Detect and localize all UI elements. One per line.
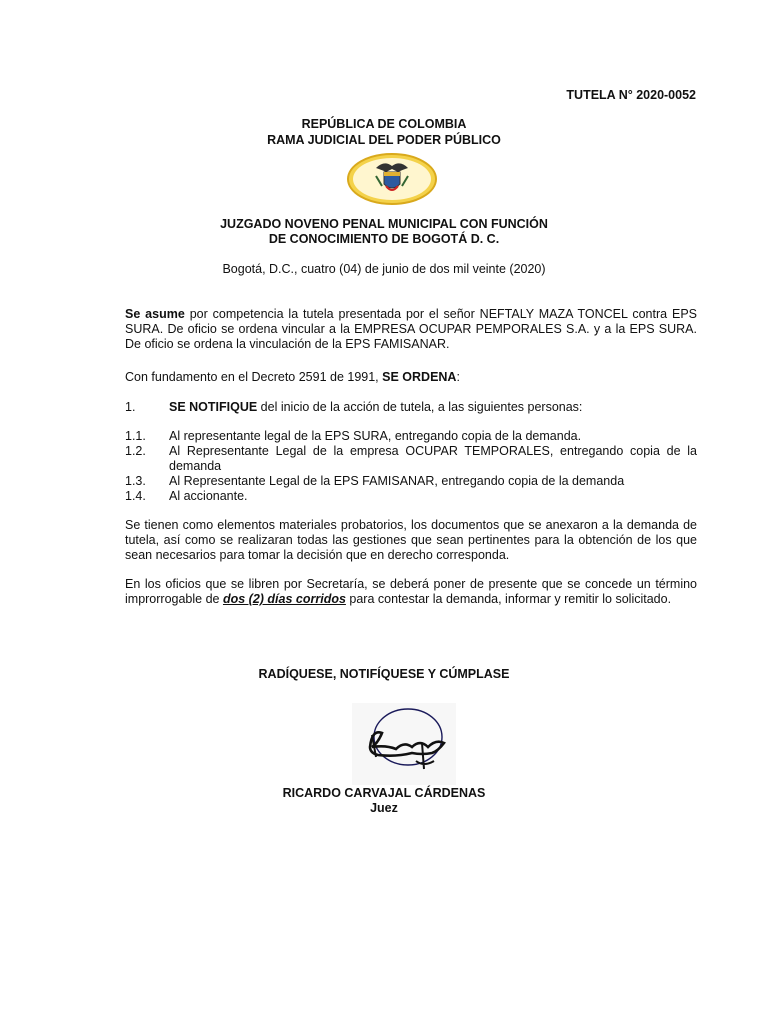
paragraph-evidence: Se tienen como elementos materiales probatorios, los documentos que se anexaron a la demanda de tutela, así como se realizaran todas las gestiones que sean pertinentes para la obtención de los que sean necesarios para tomar la decisión que en derecho corresponda. [125, 518, 697, 562]
list-item [125, 429, 697, 444]
paragraph-fundamento-bold: SE ORDENA [382, 370, 457, 384]
header-republic: REPÚBLICA DE COLOMBIA [301, 117, 467, 131]
list-item-text: Al accionante. [169, 489, 248, 503]
coat-of-arms-icon [346, 152, 438, 206]
order-1-rest: del inicio de la acción de tutela, a las siguientes personas: [257, 400, 583, 414]
court-name-line1: JUZGADO NOVENO PENAL MUNICIPAL CON FUNCIÓN [220, 217, 548, 231]
list-item-text: Al Representante Legal de la empresa OCUPAR TEMPORALES, entregando copia de la demanda [169, 444, 697, 473]
list-item-number: 1.3. [125, 474, 146, 488]
order-1 [125, 400, 697, 415]
paragraph-fundamento [125, 370, 697, 385]
order-1-bold: SE NOTIFIQUE [169, 400, 258, 414]
list-item [125, 474, 697, 489]
closing-statement: RADÍQUESE, NOTIFÍQUESE Y CÚMPLASE [258, 667, 510, 681]
tutela-number: TUTELA N° 2020-0052 [566, 88, 696, 102]
order-1-text [169, 400, 697, 415]
paragraph-oficios [125, 577, 697, 607]
document-date: Bogotá, D.C., cuatro (04) de junio de dos mil veinte (2020) [222, 262, 546, 276]
list-item [125, 444, 697, 474]
notification-list [125, 429, 697, 504]
judge-name: RICARDO CARVAJAL CÁRDENAS [282, 786, 486, 800]
list-item [125, 489, 697, 504]
list-item-text: Al representante legal de la EPS SURA, entregando copia de la demanda. [169, 429, 582, 443]
order-1-number: 1. [125, 400, 136, 414]
term-highlight: dos (2) días corridos [222, 592, 346, 606]
header-rama: RAMA JUDICIAL DEL PODER PÚBLICO [267, 133, 501, 147]
paragraph-asume [125, 307, 697, 352]
paragraph-oficios-a: En los oficios que se libren por Secretaría, se deberá poner de presente que se concede un término improrrogable de [125, 577, 697, 606]
judge-title: Juez [370, 801, 398, 815]
paragraph-oficios-b: para contestar la demanda, informar y remitir lo solicitado. [345, 592, 672, 606]
paragraph-fundamento-end: : [456, 370, 460, 384]
list-item-number: 1.1. [125, 429, 146, 443]
list-item-text: Al Representante Legal de la EPS FAMISANAR, entregando copia de la demanda [169, 474, 625, 488]
paragraph-asume-bold: Se asume [125, 307, 185, 321]
list-item-number: 1.4. [125, 489, 146, 503]
paragraph-fundamento-text: Con fundamento en el Decreto 2591 de 1991, [125, 370, 383, 384]
list-item-number: 1.2. [125, 444, 146, 458]
signature-image [352, 703, 456, 785]
court-name-line2: DE CONOCIMIENTO DE BOGOTÁ D. C. [268, 232, 500, 246]
paragraph-asume-text: por competencia la tutela presentada por el señor NEFTALY MAZA TONCEL contra EPS SURA. De oficio se ordena vincular a la EMPRESA OCUPAR PEMPORALES S.A. y a la EPS SURA. De oficio se ordena la vinculación de la EPS FAMISANAR. [125, 307, 697, 351]
